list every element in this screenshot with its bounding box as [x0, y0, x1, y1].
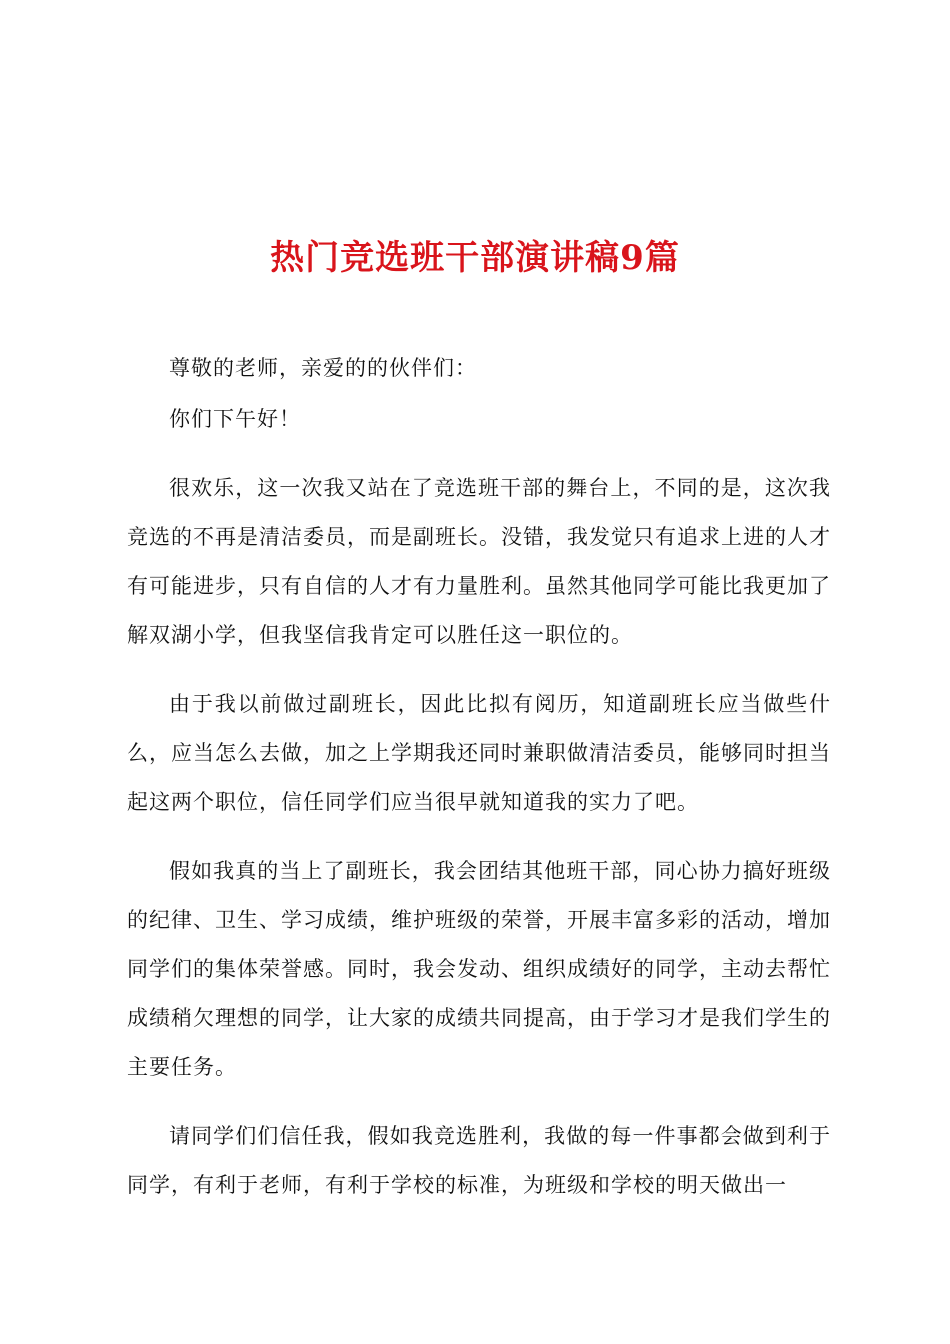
body-paragraph-4: 请同学们们信任我，假如我竞选胜利，我做的每一件事都会做到利于同学，有利于老师，有利于学校的标准，为班级和学校的明天做出一: [127, 1124, 831, 1197]
greeting-paragraph: 尊敬的老师，亲爱的的伙伴们：: [169, 356, 477, 380]
body-paragraph-1: 很欢乐，这一次我又站在了竞选班干部的舞台上，不同的是，这次我竞选的不再是清洁委员，而是副班长。没错，我发觉只有追求上进的人才有可能进步，只有自信的人才有力量胜利。虽然其他同学可能比我更加了解双湖小学，但我坚信我肯定可以胜任这一职位的。: [127, 476, 831, 647]
body-paragraph-3: 假如我真的当上了副班长，我会团结其他班干部，同心协力搞好班级的纪律、卫生、学习成绩，维护班级的荣誉，开展丰富多彩的活动，增加同学们的集体荣誉感。同时，我会发动、组织成绩好的同学，主动去帮忙成绩稍欠理想的同学，让大家的成绩共同提高，由于学习才是我们学生的主要任务。: [127, 859, 831, 1079]
salutation-paragraph: 你们下午好！: [169, 407, 301, 431]
document-title: 热门竞选班干部演讲稿9篇: [270, 237, 680, 278]
document-body: [127, 344, 831, 1230]
body-paragraph-2: 由于我以前做过副班长，因此比拟有阅历，知道副班长应当做些什么，应当怎么去做，加之上学期我还同时兼职做清洁委员，能够同时担当起这两个职位，信任同学们应当很早就知道我的实力了吧。: [127, 692, 831, 814]
